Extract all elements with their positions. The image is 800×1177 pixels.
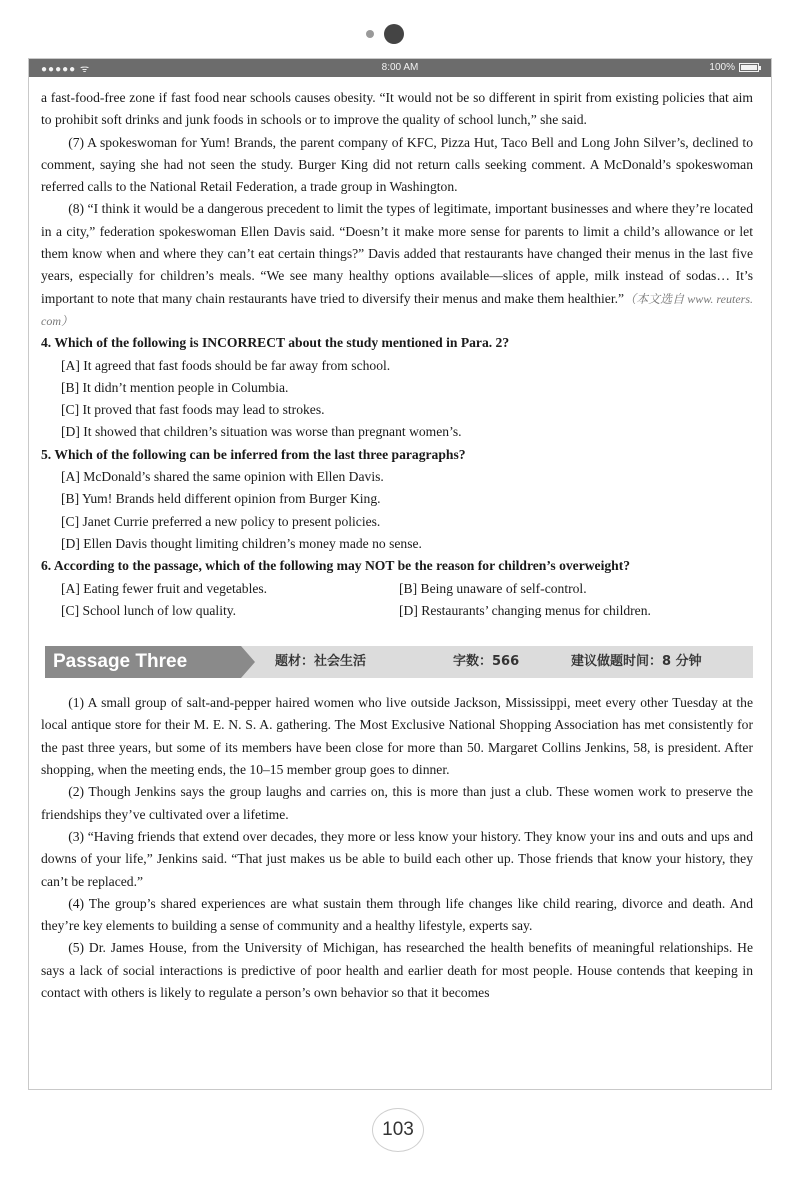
option-a[interactable]: [A] It agreed that fast foods should be far away from school. — [61, 357, 391, 373]
option-d[interactable]: [D] Ellen Davis thought limiting children’s money made no sense. — [61, 535, 422, 551]
paragraph-1: (1) A small group of salt-and-pepper haired women who live outside Jackson, Mississippi, meet every other Tuesday at the local antique store for their M. E. N. S. A. gathering. The Most Exclusive National Shopping Association has met consistently for the past three years, but some of its members have been close for more than 50. Margaret Collins Jenkins, 58, is president. After shopping, when the meeting ends, the 10–15 member group goes to dinner. — [41, 695, 753, 778]
paragraph-2: (2) Though Jenkins says the group laughs and carries on, this is more than just a club. These women work to preserve the friendships they’ve cultivated over a lifetime. — [41, 784, 753, 822]
battery-percent: 100% — [709, 62, 735, 73]
question-stem: 5. Which of the following can be inferred from the last three paragraphs? — [41, 446, 466, 462]
paragraph-5: (5) Dr. James House, from the University of Michigan, has researched the health benefits of meaningful relationships. He says a lack of social interactions is predictive of poor health and earlier death for most people. House contends that keeping in contact with others is likely to regulate a person’s own behavior so that it becomes — [41, 940, 753, 1000]
options-row — [41, 600, 753, 622]
passage-title: Passage Three — [45, 646, 241, 678]
device-frame — [28, 58, 772, 1090]
paragraph-continued: a fast-food-free zone if fast food near schools causes obesity. “It would not be so different in spirit from existing policies that aim to prohibit soft drinks and junk foods in schools or to improve the quality of school lunch,” she said. — [41, 90, 753, 128]
banner-arrow-icon — [241, 646, 255, 678]
paragraph-7: (7) A spokeswoman for Yum! Brands, the parent company of KFC, Pizza Hut, Taco Bell and Long John Silver’s, declined to comment, saying she had not seen the study. Burger King did not return calls seeking comment. A McDonald’s spokeswoman referred calls to the National Retail Federation, a trade group in Washington. — [41, 134, 753, 195]
option-d[interactable]: [D] Restaurants’ changing menus for children. — [399, 602, 651, 618]
option-c[interactable]: [C] School lunch of low quality. — [61, 602, 237, 618]
indicator-dot — [366, 30, 374, 38]
option-c[interactable]: [C] Janet Currie preferred a new policy to present policies. — [61, 513, 381, 529]
option-a[interactable]: [A] McDonald’s shared the same opinion with Ellen Davis. — [61, 469, 384, 485]
question-stem: 6. According to the passage, which of the following may NOT be the reason for children’s overweight? — [41, 558, 631, 574]
paragraph-8-text: (8) “I think it would be a dangerous precedent to limit the types of legitimate, important businesses and where they’re located in a city,” federation spokeswoman Ellen Davis said. “Doesn’t it make more sense for parents to limit a child’s allowance or let them know when and where they can’t eat certain things?” Davis added that restaurants have changed their menus in the last five years, especially for children’s meals. “We see many healthy options available—slices of apple, milk instead of sodas… It’s important to note that many chain restaurants have tried to diversify their menus and make them healthier.” — [41, 201, 753, 306]
topic-label: 题材：社会生活 — [275, 654, 367, 670]
question-5 — [41, 444, 753, 555]
suggested-time-label: 建议做题时间：8 分钟 — [571, 654, 702, 670]
paragraph-3: (3) “Having friends that extend over decades, they more or less know your history. They know your ins and outs and ups and downs of your life,” Jenkins said. “That just makes us be able to build each other up. Those friends that know your history, they can’t be replaced.” — [41, 828, 753, 889]
camera-dots — [362, 22, 422, 46]
options-row — [41, 578, 753, 600]
battery-indicator — [709, 62, 759, 73]
page-number: 103 — [372, 1108, 424, 1152]
option-d[interactable]: [D] It showed that children’s situation was worse than pregnant women’s. — [61, 424, 462, 440]
status-time: 8:00 AM — [381, 62, 419, 73]
status-bar — [29, 59, 771, 77]
paragraph-8 — [41, 198, 753, 332]
question-6 — [41, 555, 753, 622]
option-c[interactable]: [C] It proved that fast foods may lead to strokes. — [61, 402, 325, 418]
camera-icon — [384, 24, 404, 44]
question-stem: 4. Which of the following is INCORRECT about the study mentioned in Para. 2? — [41, 335, 510, 351]
question-4 — [41, 332, 753, 443]
word-count-label: 字数：566 — [453, 654, 520, 670]
source-note: （本文选自 www. reuters. com） — [41, 291, 753, 328]
option-b[interactable]: [B] Yum! Brands held different opinion from Burger King. — [61, 491, 381, 507]
option-b[interactable]: [B] It didn’t mention people in Columbia. — [61, 379, 289, 395]
option-b[interactable]: [B] Being unaware of self-control. — [399, 580, 587, 596]
passage-banner — [41, 646, 753, 678]
signal-icon: ●●●●● ᯤ — [41, 64, 91, 75]
option-a[interactable]: [A] Eating fewer fruit and vegetables. — [61, 580, 268, 596]
paragraph-4: (4) The group’s shared experiences are what sustain them through life changes like child rearing, divorce and death. And they’re key elements to building a sense of community and a healthy lifestyle, experts say. — [41, 895, 753, 934]
battery-icon — [739, 63, 759, 72]
page-content — [41, 87, 753, 1004]
